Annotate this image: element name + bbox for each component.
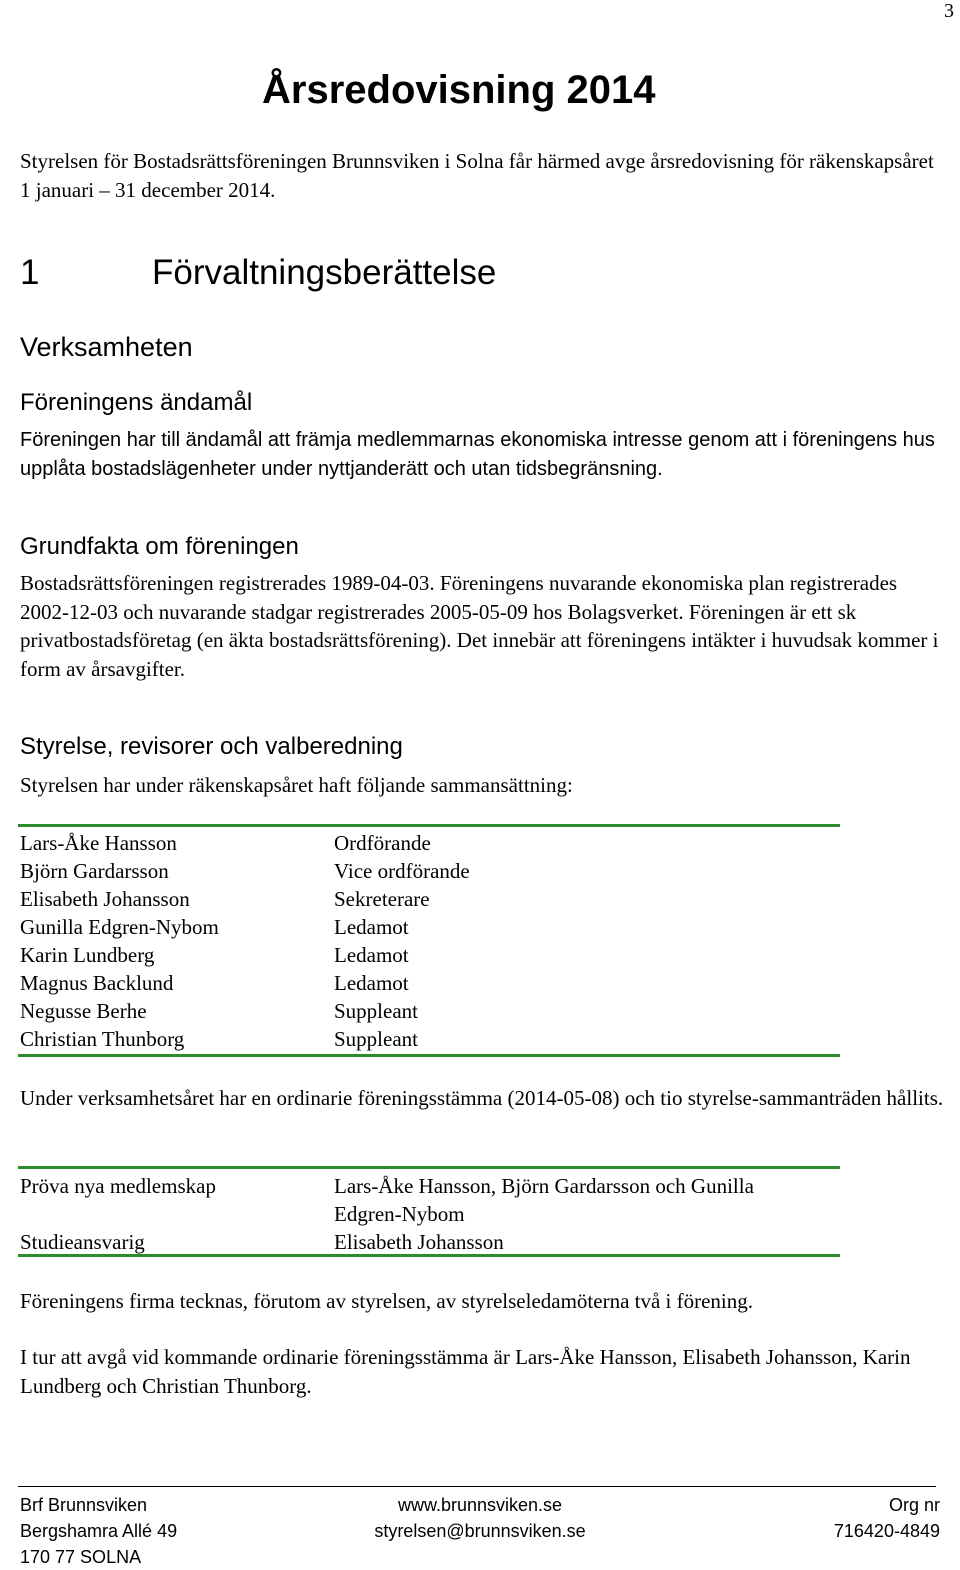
members-top-rule bbox=[18, 824, 840, 827]
meetings-paragraph: Under verksamhetsåret har en ordinarie föreningsstämma (2014-05-08) och tio styrelse-sammanträden hållits. bbox=[20, 1086, 944, 1110]
member-role: Ledamot bbox=[334, 971, 409, 995]
tur-paragraph: I tur att avgå vid kommande ordinarie föreningsstämma är Lars-Åke Hansson, Elisabeth Johansson, Karin Lundberg och Christian Thunborg. bbox=[20, 1345, 911, 1398]
footer-email[interactable]: styrelsen@brunnsviken.se bbox=[374, 1521, 586, 1541]
footer-address bbox=[20, 1492, 177, 1570]
member-role: Suppleant bbox=[334, 1027, 418, 1051]
document-title: Årsredovisning 2014 bbox=[262, 68, 656, 112]
member-role: Sekreterare bbox=[334, 887, 430, 911]
grundfakta-text: Bostadsrättsföreningen registrerades 1989-04-03. Föreningens nuvarande ekonomiska plan registrerades 2002-12-03 och nuvarande stadgar registrerades 2005-05-09 hos Bolagsverket. Föreningen är ett sk privatbostadsföretag (en äkta bostadsrättsförening). Det innebär att föreningens intäkter i huvudsak kommer i form av årsavgifter. bbox=[20, 571, 939, 681]
role-value: Lars-Åke Hansson, Björn Gardarsson och Gunilla bbox=[334, 1174, 754, 1198]
members-bottom-rule bbox=[18, 1054, 840, 1057]
member-name: Karin Lundberg bbox=[20, 943, 155, 967]
footer-rule bbox=[18, 1486, 936, 1487]
footer-orgnr bbox=[834, 1492, 940, 1544]
roles-bottom-rule bbox=[18, 1254, 840, 1257]
page-number: 3 bbox=[944, 0, 954, 22]
role-value: Edgren-Nybom bbox=[334, 1202, 465, 1226]
member-row bbox=[20, 885, 860, 913]
andamal-heading: Föreningens ändamål bbox=[20, 389, 253, 416]
verksamheten-heading: Verksamheten bbox=[20, 332, 193, 362]
member-name: Negusse Berhe bbox=[20, 999, 147, 1023]
member-name: Gunilla Edgren-Nybom bbox=[20, 915, 219, 939]
member-name: Lars-Åke Hansson bbox=[20, 831, 177, 855]
member-role: Ledamot bbox=[334, 915, 409, 939]
member-role: Ledamot bbox=[334, 943, 409, 967]
section-title: Förvaltningsberättelse bbox=[152, 253, 497, 292]
footer-postal: 170 77 SOLNA bbox=[20, 1547, 142, 1567]
role-row bbox=[20, 1228, 860, 1256]
section-number: 1 bbox=[20, 253, 40, 292]
role-value: Elisabeth Johansson bbox=[334, 1230, 504, 1254]
member-row bbox=[20, 913, 860, 941]
member-name: Björn Gardarsson bbox=[20, 859, 169, 883]
member-role: Vice ordförande bbox=[334, 859, 470, 883]
member-role: Suppleant bbox=[334, 999, 418, 1023]
andamal-text: Föreningen har till ändamål att främja medlemmarnas ekonomiska intresse genom att i föreningens hus upplåta bostadslägenheter under nyttjanderätt och utan tidsbegränsning. bbox=[20, 429, 935, 480]
role-row-continued bbox=[20, 1200, 860, 1228]
styrelse-intro: Styrelsen har under räkenskapsåret haft följande sammansättning: bbox=[20, 773, 573, 797]
grundfakta-heading: Grundfakta om föreningen bbox=[20, 533, 299, 560]
footer-orgnr-value: 716420-4849 bbox=[833, 1521, 940, 1541]
footer-street: Bergshamra Allé 49 bbox=[20, 1521, 178, 1541]
member-row bbox=[20, 969, 860, 997]
member-name: Christian Thunborg bbox=[20, 1027, 185, 1051]
member-row bbox=[20, 857, 860, 885]
footer-org-name: Brf Brunnsviken bbox=[20, 1495, 148, 1515]
member-row bbox=[20, 1025, 860, 1053]
section-heading bbox=[20, 253, 496, 293]
footer-website[interactable]: www.brunnsviken.se bbox=[397, 1495, 563, 1515]
footer-contact bbox=[360, 1492, 600, 1544]
intro-paragraph: Styrelsen för Bostadsrättsföreningen Brunnsviken i Solna får härmed avge årsredovisning för räkenskapsåret 1 januari – 31 december 2014. bbox=[20, 149, 934, 202]
member-row bbox=[20, 829, 860, 857]
member-row bbox=[20, 997, 860, 1025]
role-label: Studieansvarig bbox=[20, 1230, 145, 1254]
member-name: Elisabeth Johansson bbox=[20, 887, 190, 911]
firma-paragraph: Föreningens firma tecknas, förutom av styrelsen, av styrelseledamöterna två i förening. bbox=[20, 1289, 754, 1313]
footer-orgnr-label: Org nr bbox=[888, 1495, 940, 1515]
role-row bbox=[20, 1172, 860, 1200]
member-role: Ordförande bbox=[334, 831, 431, 855]
member-row bbox=[20, 941, 860, 969]
roles-top-rule bbox=[18, 1166, 840, 1169]
styrelse-heading: Styrelse, revisorer och valberedning bbox=[20, 733, 403, 760]
member-name: Magnus Backlund bbox=[20, 971, 174, 995]
role-label: Pröva nya medlemskap bbox=[20, 1174, 216, 1198]
